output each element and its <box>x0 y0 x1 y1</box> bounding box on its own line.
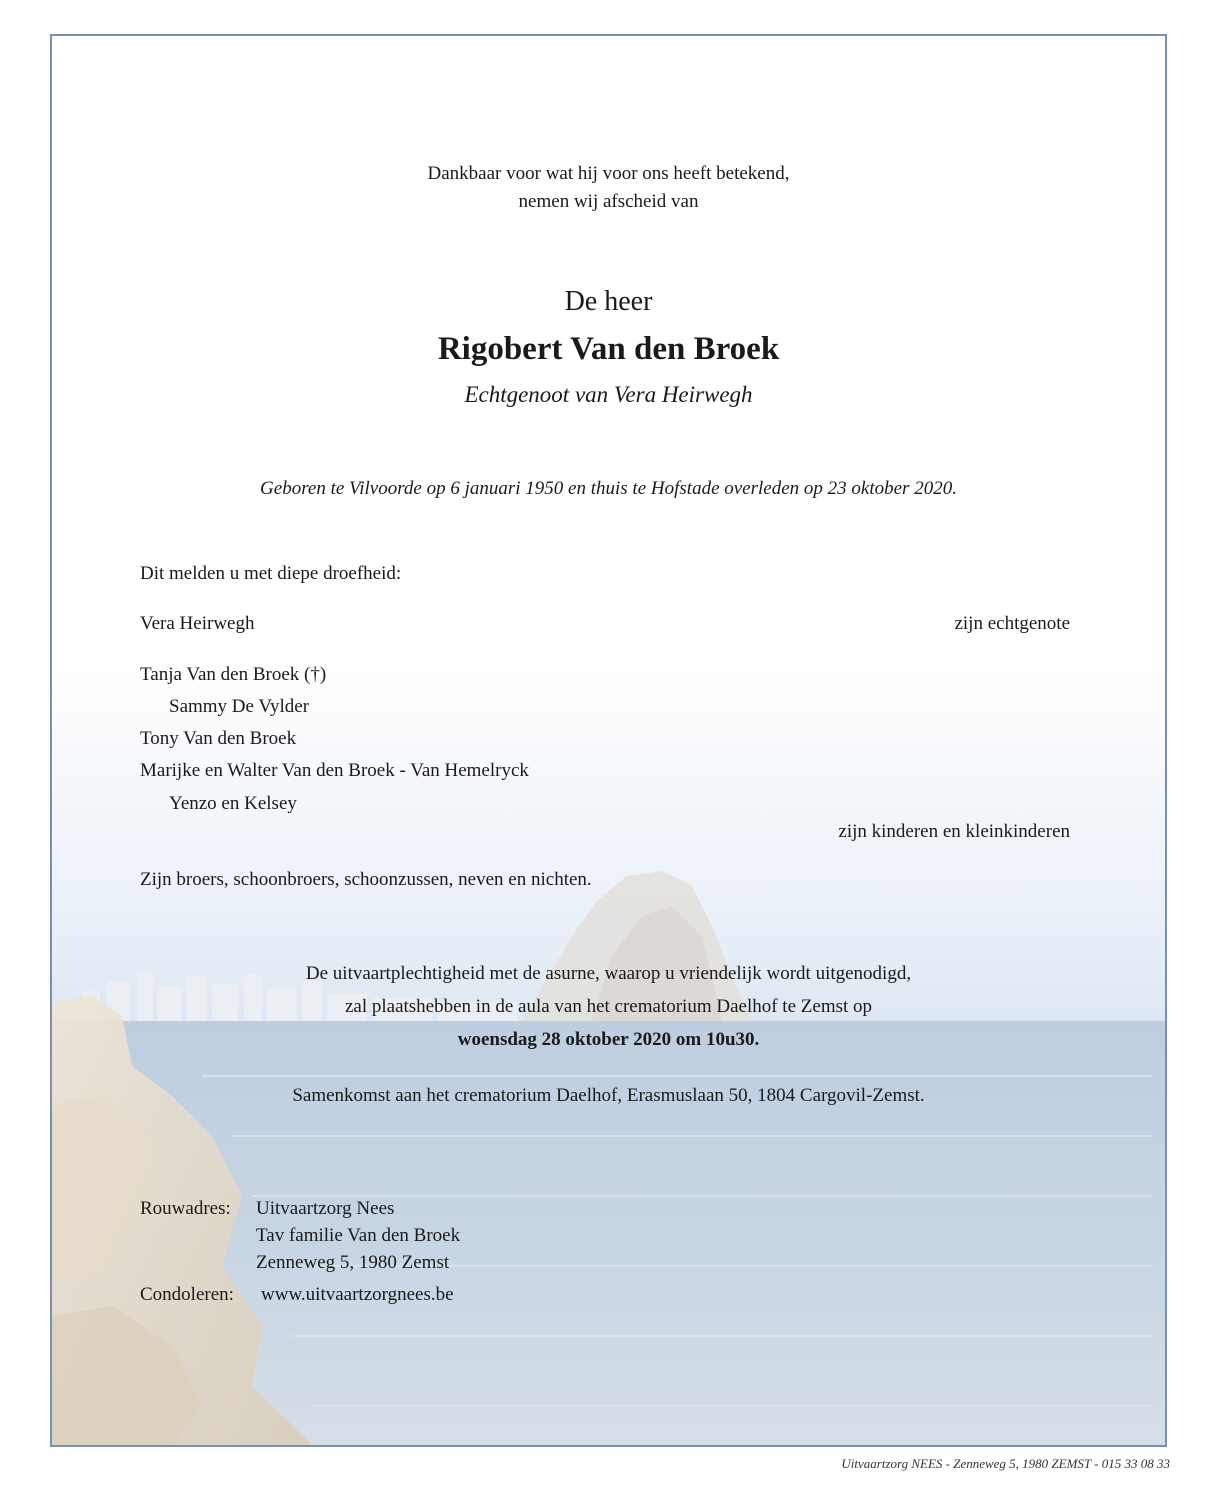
children-relation: zijn kinderen en kleinkinderen <box>838 821 1070 842</box>
intro-line-2: nemen wij afscheid van <box>518 191 699 212</box>
spouse-relation: zijn echtgenote <box>954 613 1070 634</box>
spouse-of-line: Echtgenoot van Vera Heirwegh <box>464 382 753 407</box>
address-label: Rouwadres: <box>140 1198 231 1219</box>
address-line-3: Zenneweg 5, 1980 Zemst <box>256 1252 450 1273</box>
address-line-1: Uitvaartzorg Nees <box>256 1198 395 1219</box>
intro-line-1: Dankbaar voor wat hij voor ons heeft betekend, <box>427 163 790 184</box>
service-line-2: zal plaatshebben in de aula van het crematorium Daelhof te Zemst op <box>344 996 873 1017</box>
grandchild-item: Yenzo en Kelsey <box>169 793 297 814</box>
birth-death-line: Geboren te Vilvoorde op 6 januari 1950 en thuis te Hofstade overleden op 23 oktober 2020. <box>260 478 957 499</box>
child-item: Marijke en Walter Van den Broek - Van Hemelryck <box>140 760 529 781</box>
footer-contact: Uitvaartzorg NEES - Zenneweg 5, 1980 ZEMST - 015 33 08 33 <box>841 1456 1170 1471</box>
announce-text: Dit melden u met diepe droefheid: <box>140 563 402 584</box>
death-notice-card <box>50 34 1167 1447</box>
deceased-title: De heer <box>564 286 653 317</box>
deceased-name: Rigobert Van den Broek <box>437 331 780 367</box>
gathering-info: Samenkomst aan het crematorium Daelhof, Erasmuslaan 50, 1804 Cargovil-Zemst. <box>292 1085 925 1106</box>
address-line-2: Tav familie Van den Broek <box>256 1225 461 1246</box>
service-info <box>52 957 1165 1056</box>
service-date: woensdag 28 oktober 2020 om 10u30. <box>457 1029 760 1050</box>
service-line-1: De uitvaartplechtigheid met de asurne, waarop u vriendelijk wordt uitgenodigd, <box>305 963 912 984</box>
spouse-name: Vera Heirwegh <box>140 613 255 634</box>
grandchild-item: Sammy De Vylder <box>169 696 310 717</box>
child-item: Tony Van den Broek <box>140 728 297 749</box>
extended-family: Zijn broers, schoonbroers, schoonzussen, neven en nichten. <box>140 869 592 890</box>
intro-text <box>52 160 1165 216</box>
child-item: Tanja Van den Broek (†) <box>140 664 327 685</box>
condolence-label: Condoleren: <box>140 1284 234 1305</box>
condolence-link[interactable]: www.uitvaartzorgnees.be <box>261 1284 454 1305</box>
